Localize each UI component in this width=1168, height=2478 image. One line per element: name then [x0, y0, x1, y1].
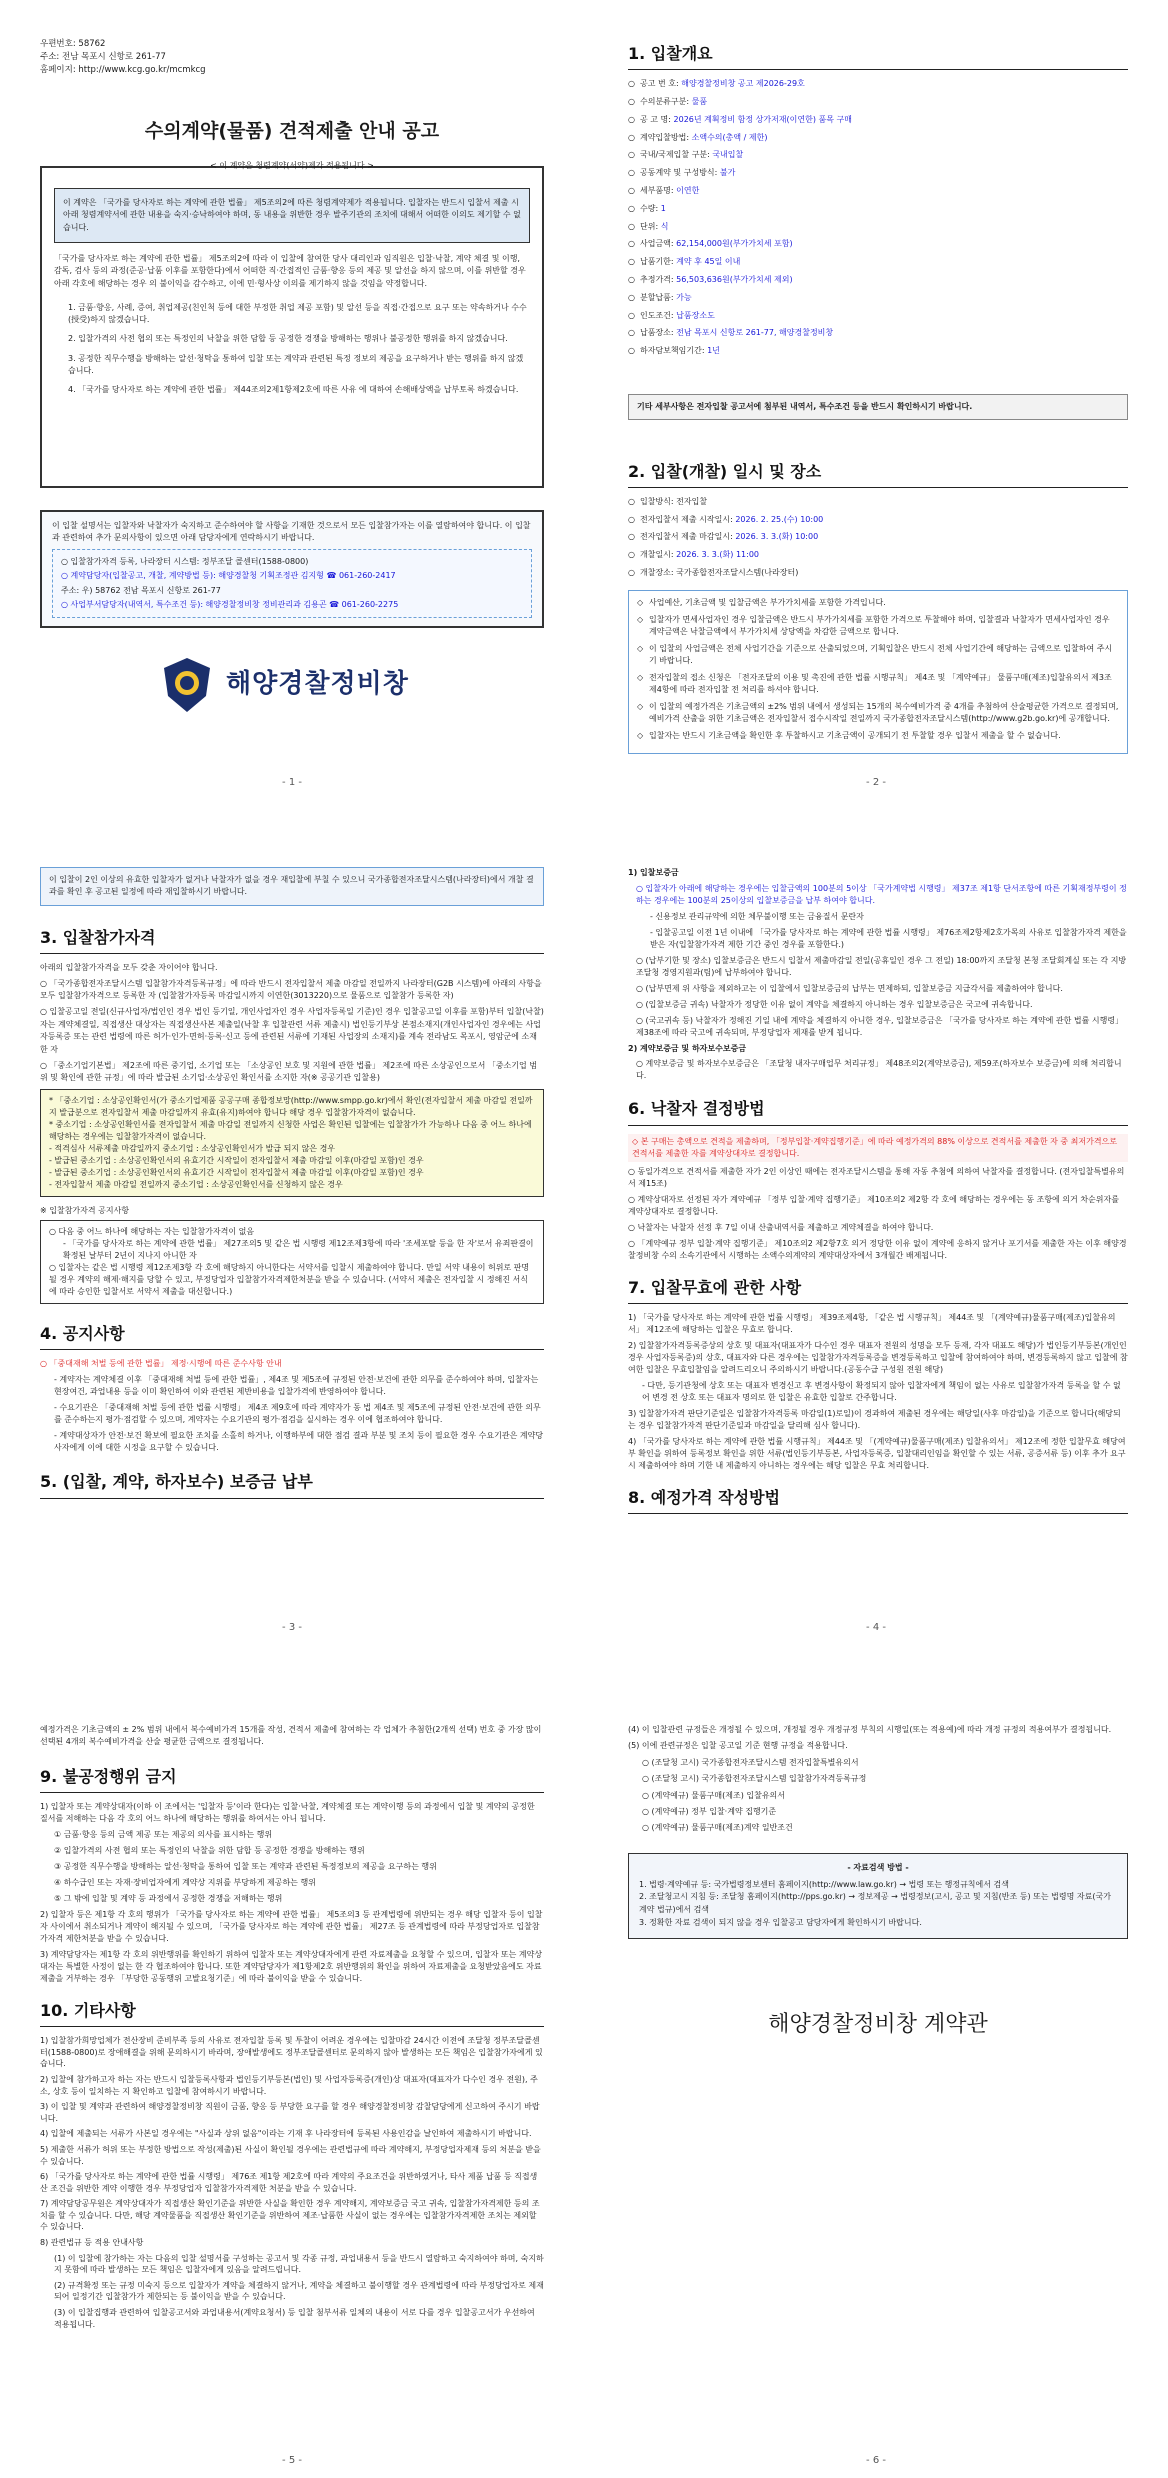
section-title: 6. 낙찰자 결정방법	[628, 1099, 765, 1119]
overview-item: ○ 국내/국제입찰 구분: 국내입찰	[628, 149, 1128, 162]
award-item: ○ 동일가격으로 견적서를 제출한 자가 2인 이상인 때에는 전자조달시스템을 통해 자동 추첨에 의하여 낙찰자를 결정합니다. (전자입찰특별유의서 제15조)	[628, 1166, 1125, 1188]
page-number: - 2 -	[866, 776, 886, 788]
misc-item: 7) 계약담당공무원은 계약상대자가 직접생산 확인기준을 위반한 사실을 확인한 경우 계약해지, 계약보증금 국고 귀속, 입찰참가자격제한 등의 조치를 할 수 있습니다. 다만, 해당 계약물품을 직접생산 확인기준을 위반하여 제조·납품한 사실이 없는 경우에는 입찰참가자격제한 조치는 제외할 수 있습니다.	[40, 2199, 540, 2232]
deposit-item: ○ (입찰보증금 귀속) 낙찰자가 정당한 이유 없이 계약을 체결하지 아니하는 경우 입찰보증금은 국고에 귀속합니다.	[636, 999, 1033, 1009]
integrity-item: 4. 「국가를 당사자로 하는 계약에 관한 법률」 제44조의2제1항제2호에 따른 사유 에 대하여 손해배상액을 납부토록 하겠습니다.	[68, 385, 519, 395]
misc-item: (1) 이 입찰에 참가하는 자는 다음의 입찰 설명서를 구성하는 공고서 및 각종 규정, 과업내용서 등을 반드시 열람하고 숙지하여야 하며, 숙지하지 못함에 따라 발생하는 모든 책임은 입찰자에게 있음을 알려드립니다.	[54, 2253, 544, 2275]
page-number: - 6 -	[866, 2454, 886, 2466]
award-item: ○ 낙찰자는 낙찰자 선정 후 7일 이내 산출내역서를 제출하고 계약체결을 하여야 합니다.	[628, 1222, 934, 1232]
safety-item: ○ 「중대재해 처벌 등에 관한 법률」 제정·시행에 따른 준수사항 안내	[40, 1359, 282, 1369]
eligibility-item: ○ 「중소기업기본법」 제2조에 따른 중기업, 소기업 또는 「소상공인 보호 및 지원에 관한 법률」 제2조에 따른 소상공인으로서 「중소기업 범위 및 확인에 관한 규정」에 따라 발급된 소기업·소상공인 확인서를 소지한 자(※ 공공기관 입찰용)	[40, 1060, 538, 1083]
coast-guard-emblem-icon	[160, 656, 214, 714]
integrity-item: 3. 공정한 직무수행을 방해하는 알선·청탁을 통하여 입찰 또는 계약과 관련된 특정 정보의 제공을 요구하거나 받는 행위를 하지 않겠습니다.	[68, 353, 524, 375]
eligibility-box	[40, 1089, 544, 1197]
overview-item: ○ 수량: 1	[628, 203, 1128, 216]
eligibility-item: ○ 「국가종합전자조달시스템 입찰참가자격등록규정」에 따라 반드시 전자입찰서 제출 마감일 전일까지 나라장터(G2B 시스템)에 아래의 사항을 모두 입찰참가자격으로 등록한 자 (입찰참가자등록 마감일시까지 이연한(3013220)으로 물품으로 입찰참가 등록한 자)	[40, 978, 542, 1000]
agency-name: 해양경찰정비창	[226, 669, 409, 700]
overview-item: ○ 납품장소: 전남 목포시 신항로 261-77, 해양경찰정비창	[628, 327, 1128, 340]
regulation-item: (5) 이에 관련규정은 입찰 공고일 기준 현행 규정을 적용합니다.	[628, 1741, 848, 1751]
regulation-item: ○ (계약예규) 물품구매(제조)계약 일반조건	[642, 1823, 793, 1833]
section-title: 3. 입찰참가자격	[40, 927, 156, 947]
section-title: 5. (입찰, 계약, 하자보수) 보증금 납부	[40, 1472, 313, 1492]
invalid-item: 3) 입찰참가자격 판단기준일은 입찰참가자격등록 마감일(1)로일)이 경과하여 제출된 경우에는 해당일(사후 마감일)을 기준으로 합니다(해당되는 경우 입찰참가자격 판단기준일과 마감일을 달리해 심사 합니다).	[628, 1408, 1121, 1430]
deposit-item: - 입찰공고일 이전 1년 이내에 「국가를 당사자로 하는 계약에 관한 법률 시행령」 제76조제2항제2호가목의 사유로 입찰참가자격 제한을 받은 자(입찰참가자격 제한 기간 중인 경우를 포함한다.)	[650, 927, 1127, 949]
contact-section	[40, 510, 544, 628]
integrity-caption: < 이 계약은 청렴계약(서약)제가 적용됩니다 >	[210, 160, 374, 170]
notice-title: ※ 입찰참가자격 공지사항	[40, 1205, 130, 1215]
unfair-item: 3) 계약담당자는 제1항 각 호의 위반행위를 확인하기 위하여 입찰자 또는 계약상대자에게 관련 자료제출을 요청할 수 있으며, 입찰자 또는 계약상대자는 특별한 사정이 없는 한 각 협조하여야 합니다. 또한 계약담당자가 제1항제2호 위반행위의 확인을 위하여 자료제출을 요청받았음에도 자료제출을 거부하는 경우 「부당한 공동행위 고발요청기준」에 따라 불이익을 받을 수 있습니다.	[40, 1949, 543, 1983]
eligibility-box-line: - 적격심사 서류제출 마감일까지 중소기업 : 소상공인확인서가 발급 되지 않은 경우	[49, 1143, 336, 1153]
schedule-note: ◇ 입찰자가 면세사업자인 경우 입찰금액은 반드시 부가가치세를 포함한 가격으로 투찰해야 하며, 입찰결과 낙찰자가 면세사업자인 경우 계약금액은 낙찰금액에서 부가가치세 상당액을 차감한 금액으로 합니다.	[637, 614, 1119, 638]
overview-item: ○ 하자담보책임기간: 1년	[628, 345, 1128, 358]
page-number: - 3 -	[282, 1621, 302, 1633]
page-header	[40, 38, 544, 76]
regulation-item: (4) 이 입찰관련 규정들은 개정될 수 있으며, 개정될 경우 개정규정 부칙의 시행일(또는 적용예)에 따라 개정 규정의 적용여부가 결정됩니다.	[628, 1725, 1112, 1734]
schedule-list	[628, 496, 1128, 580]
estimate-note: 예정가격은 기초금액의 ± 2% 범위 내에서 복수예비가격 15개를 작성, 견적서 제출에 참여하는 각 업체가 추첨한(2개씩 선택) 번호 중 가장 많이 선택된 4개의 복수예비가격을 산술 평균한 금액으로 결정됩니다.	[40, 1725, 542, 1747]
contact-item: 주소: 우) 58762 전남 목포시 신항로 261-77	[61, 585, 221, 595]
misc-item: 5) 제출한 서류가 허위 또는 부정한 방법으로 작성(제출)된 사실이 확인될 경우에는 관련법규에 따라 계약해지, 부정당업자제재 등의 처분을 받을 수 있습니다.	[40, 2144, 541, 2166]
invalid-item: 4) 「국가를 당사자로 하는 계약에 관한 법률 시행규칙」 제44조 및 「(계약예규)물품구매(제조) 입찰유의서」 제12조에 정한 입찰무효 해당여부 확인을 위하여 등록정보 확인을 위한 서류(법인등기부등본, 사업자등록증, 입찰대리인임을 확인할 수 있는 서류, 공증서류 등) 이후 추가 요구 시 제출하여야 하며 기한 내 제출하지 아니하는 경우에는 해당 입찰은 무효 처리합니다.	[628, 1436, 1126, 1470]
overview-item: ○ 수의분류구분: 물품	[628, 96, 1128, 109]
section-title: 1. 입찰개요	[628, 44, 713, 63]
page-6	[584, 1690, 1168, 2478]
reference-item: 1. 법령·계약예규 등: 국가법령정보센터 홈페이지(http://www.law.go.kr) → 법령 또는 행정규칙에서 검색	[639, 1879, 1009, 1889]
deposit-item: - 신용정보 관리규약에 의한 체무불이행 또는 금융질서 문란자	[650, 911, 864, 921]
award-item: ○ 계약상대자로 선정된 자가 계약예규 「정부 입찰·계약 집행기준」 제10조의2 제2항 각 호에 해당하는 경우에는 동 조항에 의거 차순위자를 계약상대자로 결정합니다.	[628, 1194, 1119, 1216]
eligibility-box-line: * 중소기업 : 소상공인확인서를 전자입찰서 제출 마감일 전일까지 신청한 사업은 확인된 입찰에는 입찰참가가 가능하나 다음 중 어느 하나에 해당하는 경우에는 입찰참가자격이 없습니다.	[49, 1119, 532, 1141]
section-intro: 아래의 입찰참가자격을 모두 갖춘 자이어야 합니다.	[40, 962, 218, 972]
overview-item: ○ 공고 번 호: 해양경찰정비창 공고 제2026-29호	[628, 78, 1128, 91]
section-title: 9. 불공정행위 금지	[40, 1766, 177, 1786]
eligibility-box-line: - 발급된 중소기업 : 소상공인확인서의 유효기간 시작일이 전자입찰서 제출 마감일 이후(마감일 포함)인 경우	[49, 1167, 424, 1177]
section-title: 7. 입찰무효에 관한 사항	[628, 1277, 802, 1297]
section-title: 4. 공지사항	[40, 1324, 125, 1344]
schedule-note: ◇ 전자입찰의 접소 신청은 「전자조달의 이용 및 촉진에 관한 법률 시행규칙」 제4조 및 「계약예규」 물품구매(제조)입찰유의서 제3조 제4항에 따라 전자입찰 전 처리를 하셔야 합니다.	[637, 672, 1119, 696]
page-number: - 5 -	[282, 2454, 302, 2466]
schedule-note: ◇ 사업예산, 기초금액 및 입찰금액은 부가가치세를 포함한 가격입니다.	[637, 597, 1119, 609]
misc-item: 2) 입찰에 참가하고자 하는 자는 반드시 입찰등록사항과 법인등기부등본(법인) 및 사업자등록증(개인)상 대표자(대표자가 다수인 경우 전원), 주소, 상호 등이 일치하는 지 확인하고 입찰에 참여하시기 바랍니다.	[40, 2074, 538, 2096]
overview-list	[628, 78, 1128, 358]
award-list	[628, 1134, 1128, 1262]
invalid-item: - 다만, 등기관청에 상호 또는 대표자 변경신고 후 변경사항이 확정되지 않아 입찰자에게 책임이 없는 사유로 입찰참가자격 등록을 할 수 없어 변경 전 상호 또는 대표자 명의로 한 입찰은 유효한 입찰로 간주합니다.	[642, 1380, 1121, 1402]
invalid-item: 1) 「국가를 당사자로 하는 계약에 관한 법률 시행령」 제39조제4항, 「같은 법 시행규칙」 제44조 및 「(계약예규)물품구매(제조)입찰유의서」 제12조에 해당하는 입찰은 무효로 합니다.	[628, 1312, 1116, 1334]
eligibility-list	[40, 978, 544, 1085]
header-line: 홈페이지: http://www.kcg.go.kr/mcmkcg	[40, 64, 206, 75]
integrity-list	[54, 302, 530, 396]
schedule-note: ◇ 입찰자는 반드시 기초금액을 확인한 후 투찰하시고 기초금액이 공개되기 전 투찰할 경우 입찰서 제출을 할 수 없습니다.	[637, 730, 1119, 742]
unfair-item: ② 입찰가격의 사전 협의 또는 특정인의 낙찰을 위한 담합 등 공정한 경쟁을 방해하는 행위	[54, 1845, 365, 1855]
eligibility-box-line: * 「중소기업 : 소상공인확인서(가 중소기업제품 공공구매 종합정보망(http://www.smpp.go.kr)에서 확인(전자입찰서 제출 마감일 전일까지 발급분으로 전자입찰서 제출 마감일까지 유효(유지)하여야 합니다 해당 경우 입찰참가자격이 없습니다.	[49, 1095, 533, 1117]
page-1	[0, 0, 584, 800]
schedule-item: ○ 개찰장소: 국가종합전자조달시스템(나라장터)	[628, 567, 1128, 580]
invalid-item: 2) 입찰참가자격등록증상의 상호 및 대표자(대표자가 다수인 경우 대표자 전원의 성명을 모두 등재, 각자 대표도 해당)가 법인등기부등본(개인인 경우 사업자등록증)의 상호, 대표자와 다른 경우에는 입찰참가자격등록증을 변경등록하고 입찰에 참여하여야 하며, 변경등록하지 않고 입찰에 참여한 입찰은 무효입찰임을 알려드리오니 주의하시기 바랍니다.(공동수급 구성원 전원 해당)	[628, 1340, 1128, 1374]
unfair-item: ④ 하수급인 또는 자재·장비업자에게 계약상 지위를 부당하게 제공하는 행위	[54, 1877, 316, 1887]
section-title: 10. 기타사항	[40, 2000, 136, 2020]
page-3	[0, 845, 584, 1645]
contact-item: ○ 사업부서담당자(내역서, 특수조건 등): 해양경찰정비창 정비관리과 김용곤 ☎ 061-260-2275	[61, 600, 399, 610]
regulation-item: ○ (계약예규) 정부 입찰·계약 집행기준	[642, 1806, 777, 1816]
contact-list	[52, 549, 532, 618]
overview-item: ○ 인도조건: 납품장소도	[628, 310, 1128, 323]
schedule-item: ○ 전자입찰서 제출 시작일시: 2026. 2. 25.(수) 10:00	[628, 514, 1128, 527]
notice-line: ○ 다음 중 어느 하나에 해당하는 자는 입찰참가자격이 없음	[49, 1227, 255, 1237]
notice-box	[40, 1220, 544, 1304]
deposit-item: ○ 계약보증금 및 하자보수보증금은 「조달청 내자구매업무 처리규정」 제48조의2(계약보증금), 제59조(하자보수 보증금)에 의해 처리합니다.	[636, 1059, 1122, 1080]
misc-item: 4) 입찰에 제출되는 서류가 사본일 경우에는 "사실과 상위 없음"이라는 기재 후 나라장터에 등록된 사용인감을 날인하여 제출하시기 바랍니다.	[40, 2129, 532, 2139]
invalid-list	[628, 1312, 1128, 1472]
overview-item: ○ 공 고 명: 2026년 계획정비 함정 상가저재(이연한) 품목 구매	[628, 114, 1128, 127]
overview-item: ○ 계약입찰방법: 소액수의(총액 / 제한)	[628, 132, 1128, 145]
deposit-item: ○ (국고귀속 등) 낙찰자가 정해진 기일 내에 계약을 체결하지 아니한 경우, 입찰보증금은 「국가를 당사자로 하는 계약에 관한 법률 시행령」 제38조에 따라 국고에 귀속되며, 부정당업자 제재를 받게 됩니다.	[636, 1015, 1124, 1037]
unfair-item: 1) 입찰자 또는 계약상대자(이하 이 조에서는 '입찰자 등'이라 한다)는 입찰·낙찰, 계약체결 또는 계약이행 등의 과정에서 입찰 및 계약의 공정한 질서를 저해하는 다음 각 호의 어느 하나에 해당하는 행위를 하여서는 아니 됩니다.	[40, 1801, 535, 1823]
misc-item: 3) 이 입찰 및 계약과 관련하여 해양경찰정비창 직원이 금품, 향응 등 부당한 요구를 할 경우 해양경찰정비창 감찰담당에게 신고하여 주시기 바랍니다.	[40, 2102, 540, 2123]
page-number: - 4 -	[866, 1621, 886, 1633]
overview-item: ○ 납품기한: 계약 후 45일 이내	[628, 256, 1128, 269]
notice-line: - 「국가를 당사자로 하는 계약에 관한 법률」 제27조의5 및 같은 법 시행령 제12조제3항에 따라 '조세포탈 등을 한 자'로서 유죄판결이 확정된 날부터 2년이 지나지 아니한 자	[63, 1239, 534, 1261]
subsection-title: 2) 계약보증금 및 하자보수보증금	[628, 1043, 747, 1053]
unfair-item: 2) 입찰자 등은 제1항 각 호의 행위가 「국가를 당사자로 하는 계약에 관한 법률」 제5조의3 등 관계법령에 위반되는 경우 해당 입찰자 등이 입찰자 사이에서 취소되거나 계약이 해지될 수 있으며, 「국가를 당사자로 하는 계약에 관한 법률」 제27조 등 관계법령에 따라 부정당업자로 입찰참가자격 제한처분을 받을 수 있습니다.	[40, 1909, 543, 1943]
page-2	[584, 0, 1168, 800]
misc-item: 8) 관련법규 등 적용 안내사항	[40, 2238, 144, 2248]
integrity-notice: 이 계약은 「국가를 당사자로 하는 계약에 관한 법률」 제5조의2에 따른 청렴계약제가 적용됩니다. 입찰자는 반드시 입찰서 제출 시 아래 청렴계약서에 관한 내용을 숙지·승낙하여야 하며, 동 내용을 위반한 경우 발주기관의 조치에 대해서 어떠한 이의도 제기할 수 없습니다.	[54, 188, 530, 243]
section-title: 8. 예정가격 작성방법	[628, 1487, 780, 1507]
reference-item: 3. 정확한 자료 검색이 되지 않을 경우 입찰공고 담당자에게 확인하시기 바랍니다.	[639, 1917, 922, 1927]
schedule-note: ◇ 이 입찰의 사업금액은 전체 사업기간을 기준으로 산출되었으며, 기획입찰은 반드시 전체 사업기간에 해당하는 금액으로 입찰하여 주시기 바랍니다.	[637, 643, 1119, 667]
safety-list	[40, 1358, 544, 1454]
safety-item: - 계약대상자가 안전·보건 확보에 필요한 조치를 소홀히 하거나, 이행하부에 대한 점검 결과 부분 및 조치 등이 필요한 경우 수요기관은 계약당사자에게 이에 대한 시정을 요구할 수 있습니다.	[54, 1431, 544, 1453]
eligibility-box-line: - 발급된 중소기업 : 소상공인확인서의 유효기간 시작일이 전자입찰서 제출 마감일 이후(마감일 포함)인 경우	[49, 1155, 424, 1165]
regulation-list	[628, 1724, 1128, 1835]
section-title: 2. 입찰(개찰) 일시 및 장소	[628, 461, 822, 481]
award-item: ◇ 본 구매는 총액으로 견적을 제출하며, 「정부입찰·계약집행기준」에 따라 예정가격의 88% 이상으로 견적서를 제출한 자 중 최저가격으로 견적서를 제출한 자를 계약상대자로 결정합니다.	[628, 1134, 1128, 1162]
unfair-item: ⑤ 그 밖에 입찰 및 계약 등 과정에서 공정한 경쟁을 저해하는 행위	[54, 1893, 283, 1903]
schedule-item: ○ 입찰방식: 전자입찰	[628, 496, 1128, 509]
rebid-note: 이 입찰이 2인 이상의 유효한 입찰자가 없거나 낙찰자가 없을 경우 재입찰에 부칠 수 있으니 국가종합전자조달시스템(나라장터)에서 개찰 결과를 확인 후 공고된 일정에 따라 재입찰하시기 바랍니다.	[40, 867, 544, 906]
eligibility-box-line: - 전자입찰서 제출 마감일 전일까지 중소기업 : 소상공인확인서를 신청하지 않은 경우	[49, 1179, 343, 1189]
overview-note: 기타 세부사항은 전자입찰 공고서에 첨부된 내역서, 특수조건 등을 반드시 확인하시기 바랍니다.	[628, 394, 1128, 420]
overview-item: ○ 단위: 식	[628, 221, 1128, 234]
integrity-item: 2. 입찰가격의 사전 협의 또는 특정인의 낙찰을 위한 담합 등 공정한 경쟁을 방해하는 행위나 불공정한 행위를 하지 않겠습니다.	[68, 334, 508, 344]
unfair-item: ① 금품·향응 등의 금액 제공 또는 제공의 의사를 표시하는 행위	[54, 1829, 273, 1839]
contact-item: ○ 입찰참가자격 등록, 나라장터 시스템: 정부조달 콜센터(1588-0800)	[61, 556, 309, 566]
safety-item: - 계약자는 계약체결 이후 「중대재해 처벌 등에 관한 법률」, 제4조 및 제5조에 규정된 안전·보건에 관한 의무를 준수하여야 하며, 입찰자는 현장여건, 과업내용 등을 이미 확인하여 이와 관련된 제반비용을 입찰가격에 반영하여야 합니다.	[54, 1375, 539, 1397]
notice-line: ○ 입찰자는 같은 법 시행령 제12조제3항 각 호에 해당하지 아니한다는 서약서를 입찰시 제출하여야 합니다. 만일 서약 내용이 허위로 판명될 경우 계약의 해제·해지를 당할 수 있고, 부정당업자 입찰참가자격제한처분을 받을 수 있습니다. (서약서 제출은 전자입찰 시 정해진 서식에 따라 승인한 입찰서로 서약서 제출을 대신합니다.)	[49, 1263, 530, 1297]
overview-item: ○ 세부품명: 이연한	[628, 185, 1128, 198]
deposit-item: ○ (납부면제 위 사항을 제외하고는 이 입찰에서 입찰보증금의 납부는 면제하되, 입찰보증금 지급각서를 제출하여야 합니다.	[636, 983, 1063, 993]
overview-item: ○ 사업금액: 62,154,000원(부가가치세 포함)	[628, 238, 1128, 251]
deposit-list	[628, 883, 1128, 1039]
reference-item: 2. 조달청고시 지침 등: 조달청 홈페이지(http://pps.go.kr) → 정보제공 → 법령정보(고시, 공고 및 지침(반조 등) 또는 법령명 자료(국가계약 법규)에서 검색	[639, 1892, 1111, 1915]
page-number: - 1 -	[282, 776, 302, 788]
misc-item: (2) 규격확정 또는 규정 미숙지 등으로 입찰자가 계약을 체결하지 않거나, 계약을 체결하고 불이행할 경우 관계법령에 따라 부정당업자로 제재되어 일정기간 입찰참가가 제한되는 등 불이익을 받을 수 있습니다.	[54, 2280, 544, 2302]
header-line: 우편번호: 58762	[40, 39, 106, 49]
overview-item: ○ 공동계약 및 구성방식: 불가	[628, 167, 1128, 180]
safety-item: - 수요기관은 「중대재해 처벌 등에 관한 법률 시행령」 제4조 제9호에 따라 계약자가 동 법 제4조 및 제5조에 규정된 안전·보건에 관한 의무를 준수하는지 평가·점검할 수 있으며, 계약자는 수요기관의 평가·점검을 실시하는 경우 이에 협조하여야 합니다.	[54, 1403, 541, 1425]
overview-item: ○ 분할납품: 가능	[628, 292, 1128, 305]
misc-list	[40, 2035, 544, 2330]
overview-item: ○ 추정가격: 56,503,636원(부가가치세 제외)	[628, 274, 1128, 287]
reference-title: - 자료검색 방법 -	[847, 1862, 909, 1872]
contact-intro: 이 입찰 설명서는 입찰자와 낙찰자가 숙지하고 준수하여야 할 사항을 기재한 것으로서 모든 입찰참가자는 이를 열람하여야 합니다. 이 입찰과 관련하여 추가 문의사항이 있으면 아래 담당자에게 연락하시기 바랍니다.	[52, 520, 531, 543]
schedule-item: ○ 전자입찰서 제출 마감일시: 2026. 3. 3.(화) 10:00	[628, 531, 1128, 544]
integrity-paragraph: 「국가를 당사자로 하는 계약에 관한 법률」 제5조의2에 따라 이 입찰에 참여한 당사 대리인과 임직원은 입찰·낙찰, 계약 체결 및 이행, 감독, 검사 등의 과정(준공·납품 이후를 포함한다)에서 어떠한 직·간접적인 금품·향응 등의 제공 및 알선을 하지 않으며, 이를 위반할 경우 아래 각호에 해당하는 경우 의 불이익을 감수하고, 이에 민·형사상 이의를 제기하지 않을 것임을 약정합니다.	[54, 253, 526, 288]
header-line: 주소: 전남 목포시 신항로 261-77	[40, 51, 166, 62]
regulation-item: ○ (조달청 고시) 국가종합전자조달시스템 전자입찰특별유의서	[642, 1757, 859, 1767]
eligibility-item: ○ 입찰공고일 전일(신규사업자/법인인 경우 법인 등기일, 개인사업자인 경우 사업자등록일 기준)인 경우 입찰공고일 이후를 포함)부터 입찰(낙찰)자는 계약체결일, 직접생산 대상자는 직접생산사본 제출일(낙찰 후 입찰관련 서류 제출시) 법인등기부상 본점소재지(개인사업자인 경우에는 사업자등록증 또는 관련 법령에 따른 허가·인가·면허·등록·신고 등에 관련된 서류에 기재된 사업장의 소재지)를 계속 전라남도 목포시, 영암군에 소재한 자	[40, 1007, 544, 1054]
regulation-item: ○ (계약예규) 물품구매(제조) 입찰유의서	[642, 1790, 786, 1800]
integrity-section	[40, 160, 544, 488]
regulation-item: ○ (조달청 고시) 국가종합전자조달시스템 입찰참가자격등록규정	[642, 1774, 867, 1784]
document-title: 수의계약(물품) 견적제출 안내 공고	[144, 120, 440, 143]
signature: 해양경찰정비창 계약관	[768, 2011, 988, 2037]
deposit-item: ○ 입찰자가 아래에 해당하는 경우에는 입찰금액의 100분의 5이상 「국가계약법 시행령」 제37조 제1항 단서조항에 따른 기획재정부령이 정하는 경우에는 100분의 25이상의 입찰보증금을 납부 하여야 합니다.	[636, 883, 1127, 905]
misc-item: 6) 「국가를 당사자로 하는 계약에 관한 법률 시행령」 제76조 제1항 제2호에 따라 계약의 주요조건을 위반하였거나, 타사 제품 납품 등 직접생산 조건을 위반한 계약 이행한 경우 부정당업자 입찰참가자격제한 처분을 받을 수 있습니다.	[40, 2172, 538, 2193]
deposit-item: ○ (납부기한 및 장소) 입찰보증금은 반드시 입찰서 제출마감일 전일(공휴일인 경우 그 전일) 18:00까지 조달청 본청 조달회계실 또는 각 지방조달청 경영지원과(팀)에 납부하여야 합니다.	[636, 955, 1127, 977]
integrity-item: 1. 금품·향응, 사례, 증여, 취업제공(친인척 등에 대한 부정한 취업 제공 포함) 및 알선 등을 직접·간접으로 요구 또는 약속하거나 수수(授受)하지 않겠습니다.	[68, 303, 527, 324]
schedule-note: ◇ 이 입찰의 예정가격은 기초금액의 ±2% 범위 내에서 생성되는 15개의 복수예비가격 중 4개를 추첨하여 산술평균한 가격으로 결정되며, 예비가격 산출을 위한 기초금액은 전자입찰서 접수시작일 전일까지 국가종합전자조달시스템(http://www.g2b.go.kr)에 공개합니다.	[637, 701, 1119, 725]
misc-item: (3) 이 입찰집행과 관련하여 입찰공고서와 과업내용서(계약요청서) 등 입찰 첨부서류 일체의 내용이 서로 다를 경우 입찰공고서가 우선하여 적용됩니다.	[54, 2308, 535, 2329]
unfair-list	[40, 1801, 544, 1985]
page-5	[0, 1690, 584, 2478]
page-4	[584, 845, 1168, 1645]
contact-item: ○ 계약담당자(입찰공고, 개찰, 계약방법 등): 해양경찰청 기획조정관 김지형 ☎ 061-260-2417	[61, 571, 396, 581]
schedule-item: ○ 개찰일시: 2026. 3. 3.(화) 11:00	[628, 549, 1128, 562]
schedule-notes	[628, 590, 1128, 754]
reference-box	[628, 1853, 1128, 1939]
unfair-item: ③ 공정한 직무수행을 방해하는 알선·청탁을 통하여 입찰 또는 계약과 관련된 특정정보의 제공을 요구하는 행위	[54, 1861, 437, 1871]
misc-item: 1) 입찰참가희망업체가 전산장비 준비부족 등의 사유로 전자입찰 등록 및 투찰이 어려운 경우에는 입찰마감 24시간 이전에 조달청 정부조달콜센터(1588-0800)로 장애해결을 위해 문의하시기 바라며, 장애발생에도 정부조달콜센터로 문의하지 않아 발생하는 모든 책임은 입찰참가자에게 있습니다.	[40, 2036, 543, 2069]
subsection-title: 1) 입찰보증금	[628, 868, 679, 877]
agency-logo	[160, 656, 544, 714]
award-item: ○ 「계약예규 정부 입찰·계약 집행기준」 제10조의2 제2항7호 의거 정당한 이유 없이 계약에 응하지 않거나 포기서를 제출한 자는 이후 해양경찰정비창 수의 소속기관에서 시행하는 소액수의계약의 계약대상자에서 3개월간 배제됩니다.	[628, 1238, 1127, 1260]
